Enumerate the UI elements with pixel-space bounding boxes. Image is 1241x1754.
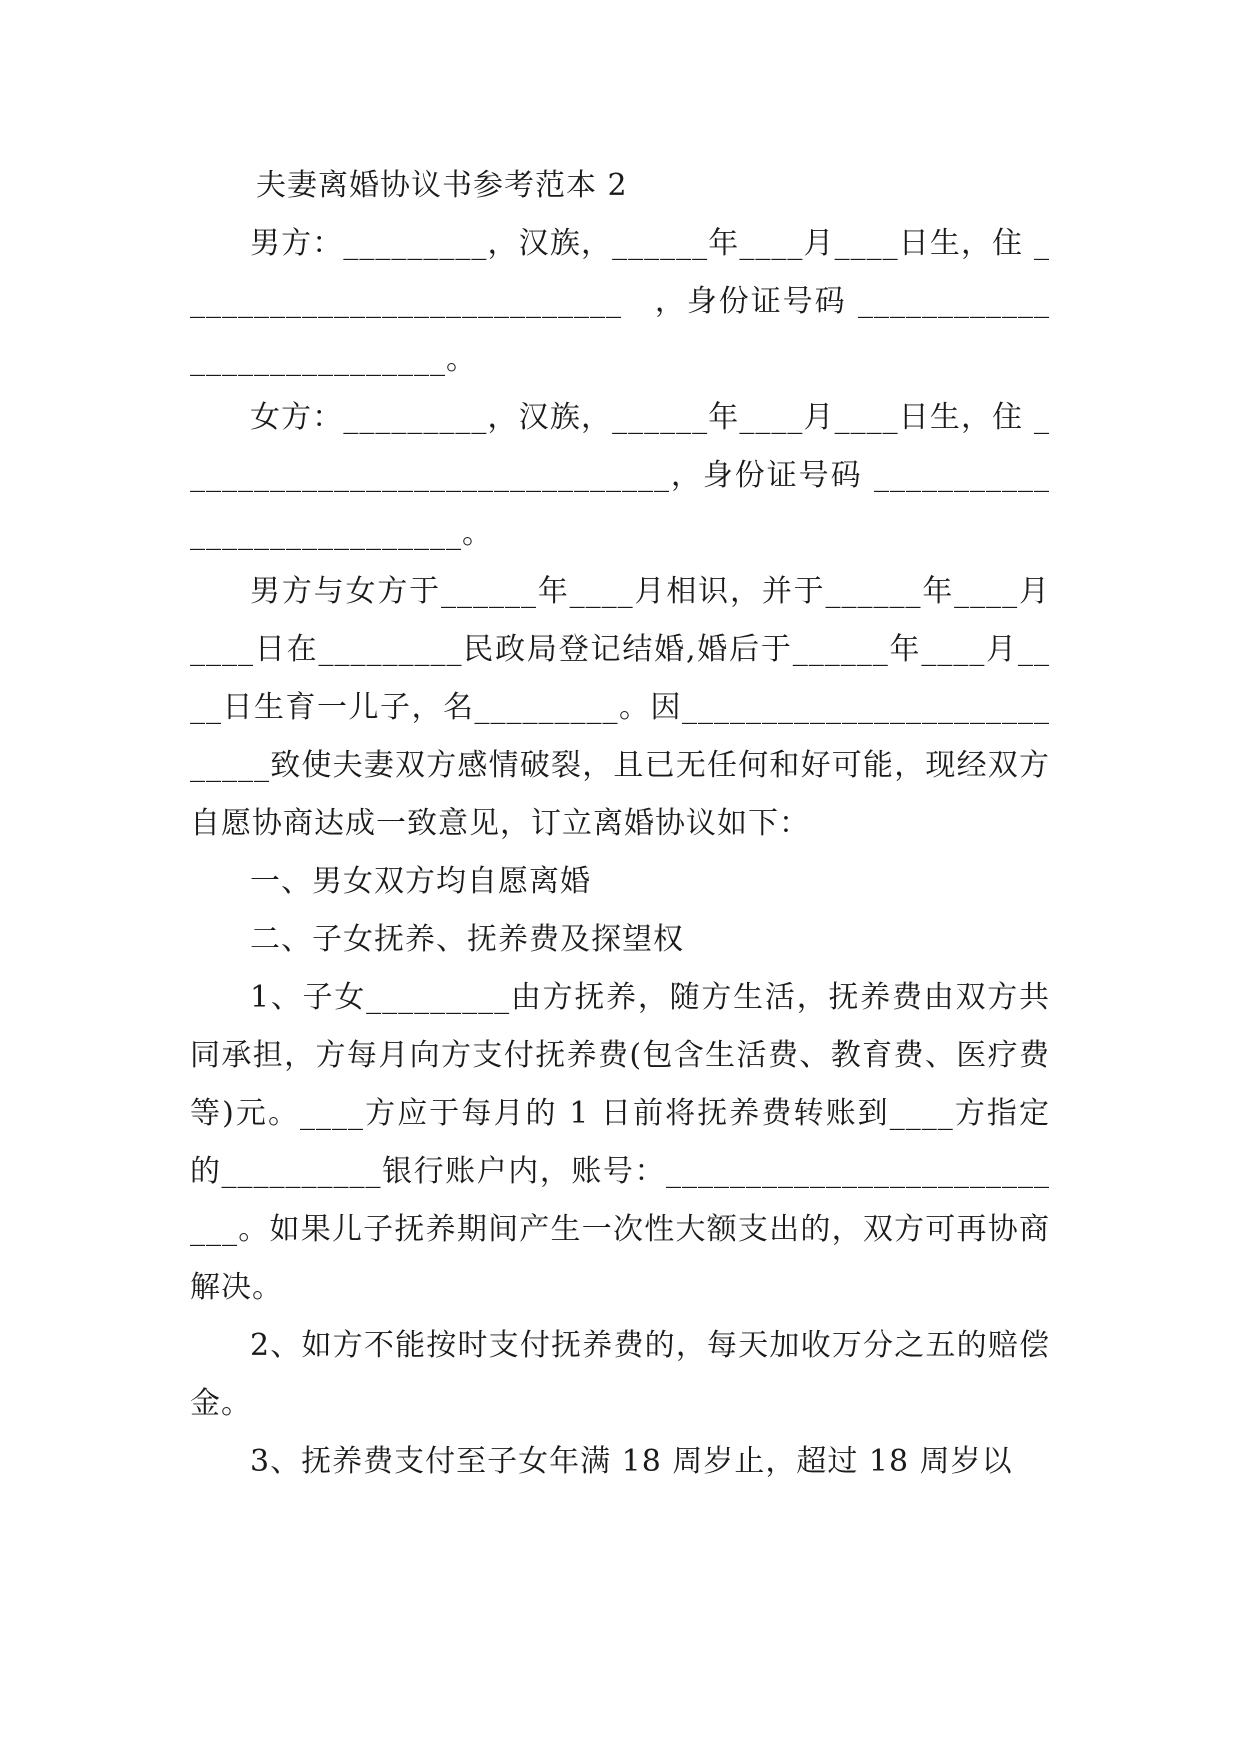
document-body — [190, 157, 1050, 1491]
paragraph-male-party: 男方：_________，汉族，______年____月____日生，住 ____________________________ ，身份证号码 ____________________________。 — [190, 226, 1050, 377]
clause-1-heading: 一、男女双方均自愿离婚 — [250, 864, 591, 899]
paragraph-female-party: 女方：_________，汉族，______年____月____日生，住 _______________________________，身份证号码 ____________________________。 — [190, 400, 1050, 551]
clause-2-item-1: 1、子女_________由方抚养，随方生活，抚养费由双方共同承担，方每月向方支付抚养费(包含生活费、教育费、医疗费等)元。____方应于每月的 1 日前将抚养费转账到____方指定的__________银行账户内，账号：___________________________。如果儿子抚养期间产生一次性大额支出的，双方可再协商解决。 — [190, 980, 1050, 1305]
paragraph-marriage-background: 男方与女方于______年____月相识，并于______年____月____日在_________民政局登记结婚,婚后于______年____月____日生育一儿子，名_________。因____________________________致使夫妻双方感情破裂，且已无任何和好可能，现经双方自愿协商达成一致意见，订立离婚协议如下： — [190, 574, 1050, 841]
clause-2-item-2: 2、如方不能按时支付抚养费的，每天加收万分之五的赔偿金。 — [190, 1328, 1050, 1421]
clause-2-heading: 二、子女抚养、抚养费及探望权 — [250, 922, 684, 957]
clause-2-item-3: 3、抚养费支付至子女年满 18 周岁止，超过 18 周岁以 — [250, 1444, 1013, 1479]
document-title: 夫妻离婚协议书参考范本 2 — [256, 168, 628, 203]
